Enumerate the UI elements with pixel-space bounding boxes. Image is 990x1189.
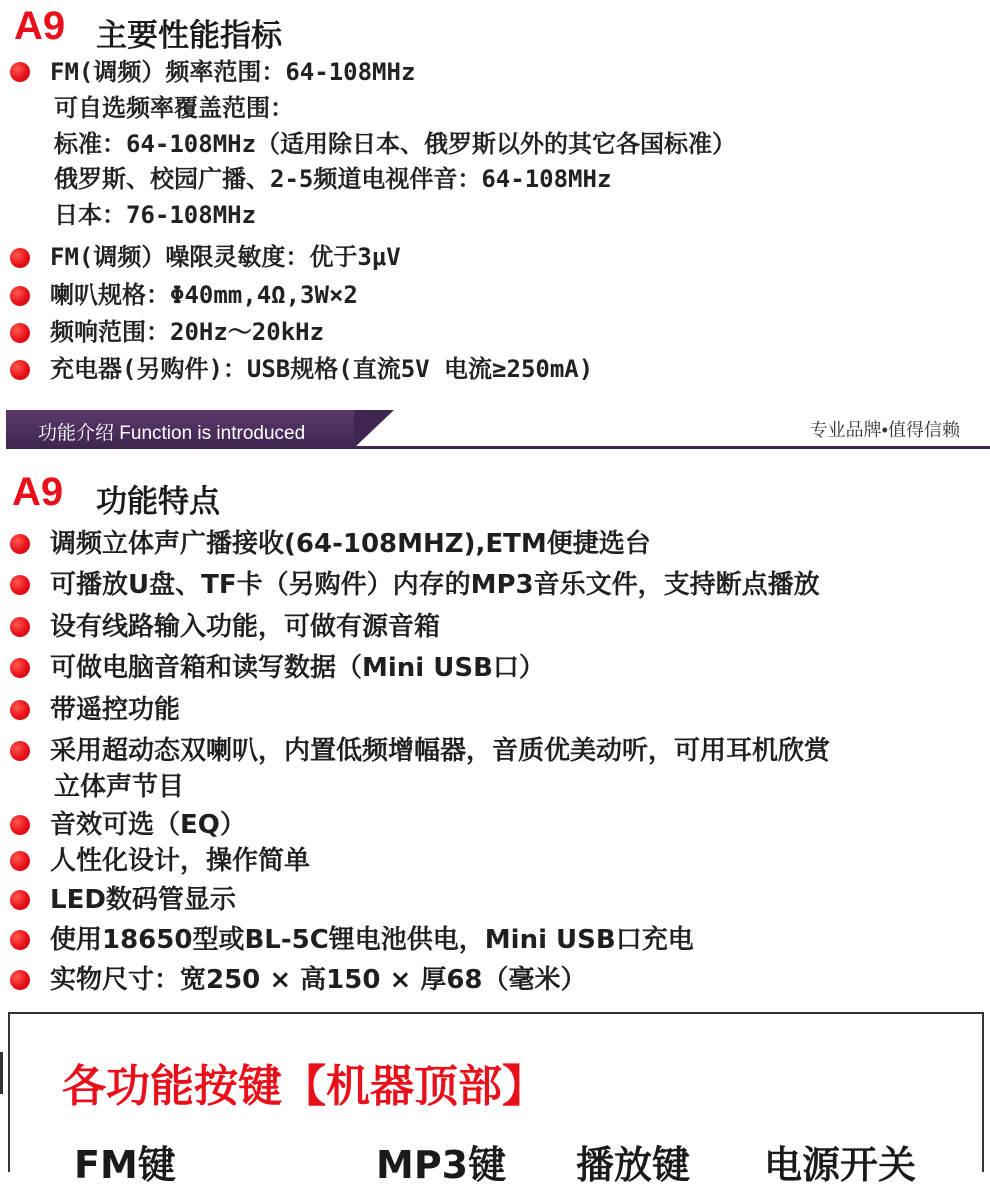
feature-item: 调频立体声广播接收(64-108MHZ),ETM便捷选台 <box>50 529 651 559</box>
feature-item: 采用超动态双喇叭，内置低频增幅器，音质优美动听，可用耳机欣赏 <box>50 736 831 766</box>
section-banner <box>0 410 990 450</box>
spec-item-charger: 充电器(另购件)：USB规格(直流5V 电流≥250mA) <box>50 355 594 383</box>
spec-sub-line: 可自选频率覆盖范围： <box>54 94 294 122</box>
bullet-icon <box>10 815 30 835</box>
bullet-icon <box>10 658 30 678</box>
bullet-icon <box>10 286 30 306</box>
key-label-play: 播放键 <box>576 1143 691 1187</box>
feature-item: 音效可选（EQ） <box>50 810 246 840</box>
bullet-icon <box>10 360 30 380</box>
key-label-power: 电源开关 <box>764 1143 917 1187</box>
spec-sub-line: 日本：76-108MHz <box>54 201 257 229</box>
feature-item-continuation: 立体声节目 <box>54 772 185 802</box>
key-label-fm: FM键 <box>74 1143 176 1187</box>
edge-mark <box>0 1052 3 1094</box>
bullet-icon <box>10 62 30 82</box>
feature-item: 可播放U盘、TF卡（另购件）内存的MP3音乐文件，支持断点播放 <box>50 570 820 600</box>
banner-tab-slant <box>354 410 394 448</box>
banner-slogan: 专业品牌•值得信赖 <box>809 420 960 440</box>
spec-sub-line: 标准：64-108MHz（适用除日本、俄罗斯以外的其它各国标准） <box>54 130 737 158</box>
spec-sub-line: 俄罗斯、校园广播、2-5频道电视伴音：64-108MHz <box>54 165 612 193</box>
feature-section-title: 功能特点 <box>96 484 220 520</box>
bullet-icon <box>10 851 30 871</box>
spec-item-frequency-response: 频响范围：20Hz～20kHz <box>50 318 325 346</box>
bullet-icon <box>10 617 30 637</box>
feature-item: 可做电脑音箱和读写数据（Mini USB口） <box>50 653 545 683</box>
banner-title: 功能介绍 Function is introduced <box>38 423 306 444</box>
feature-model-label: A9 <box>12 470 64 514</box>
feature-item: 使用18650型或BL-5C锂电池供电，Mini USB口充电 <box>50 925 694 955</box>
bullet-icon <box>10 575 30 595</box>
feature-item: 设有线路输入功能，可做有源音箱 <box>50 612 441 642</box>
bullet-icon <box>10 248 30 268</box>
banner-divider <box>6 446 990 449</box>
feature-item: 人性化设计，操作简单 <box>50 846 311 876</box>
bullet-icon <box>10 890 30 910</box>
spec-item-speaker: 喇叭规格：Φ40mm,4Ω,3W×2 <box>50 281 358 309</box>
spec-item-fm-range: FM(调频）频率范围：64-108MHz <box>50 58 416 86</box>
bullet-icon <box>10 741 30 761</box>
feature-item: 实物尺寸：宽250 × 高150 × 厚68（毫米） <box>50 965 587 995</box>
spec-model-label: A9 <box>14 4 66 48</box>
bullet-icon <box>10 700 30 720</box>
feature-item: LED数码管显示 <box>50 885 236 915</box>
bullet-icon <box>10 930 30 950</box>
buttons-panel <box>8 1012 984 1187</box>
spec-item-sensitivity: FM(调频）噪限灵敏度：优于3μV <box>50 243 401 271</box>
bullet-icon <box>10 970 30 990</box>
buttons-panel-title: 各功能按键【机器顶部】 <box>62 1061 546 1112</box>
bullet-icon <box>10 534 30 554</box>
key-label-mp3: MP3键 <box>376 1143 507 1187</box>
spec-section-title: 主要性能指标 <box>96 18 282 54</box>
bullet-icon <box>10 323 30 343</box>
feature-item: 带遥控功能 <box>50 695 181 725</box>
